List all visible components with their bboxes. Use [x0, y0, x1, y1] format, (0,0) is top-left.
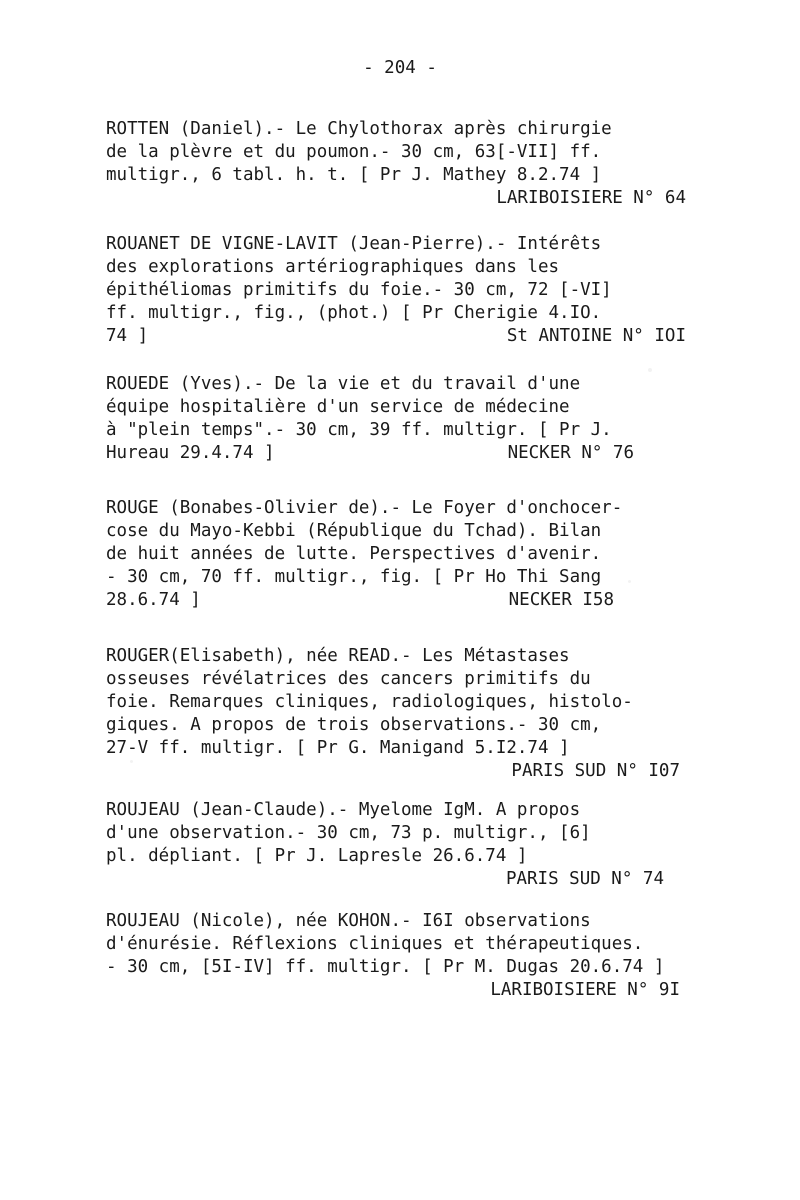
entry-line: ROUJEAU (Nicole), née KOHON.- I6I observations — [106, 911, 591, 931]
entry-line: Hureau 29.4.74 ] — [106, 443, 275, 463]
entry-line: - 30 cm, [5I-IV] ff. multigr. [ Pr M. Dugas 20.6.74 ] — [106, 957, 665, 977]
entry-line: d'une observation.- 30 cm, 73 p. multigr., [6] — [106, 823, 591, 843]
ink-speck — [628, 580, 631, 583]
entry-line: pl. dépliant. [ Pr J. Lapresle 26.6.74 ] — [106, 846, 528, 866]
entry-line: cose du Mayo-Kebbi (République du Tchad). Bilan — [106, 521, 602, 541]
entry-location: PARIS SUD N° 74 — [505, 869, 664, 889]
entry-location: NECKER N° 76 — [507, 443, 634, 463]
entry-line: ROUJEAU (Jean-Claude).- Myelome IgM. A propos — [106, 800, 581, 820]
entry-roujeau-nicole — [106, 910, 686, 1002]
entry-line: ROUEDE (Yves).- De la vie et du travail d'une — [106, 374, 581, 394]
entry-line: de la plèvre et du poumon.- 30 cm, 63[-VII] ff. — [106, 142, 602, 162]
entry-line: - 30 cm, 70 ff. multigr., fig. [ Pr Ho Thi Sang — [106, 567, 602, 587]
entry-rouger — [106, 645, 686, 783]
entry-rouanet — [106, 233, 686, 348]
entry-line: osseuses révélatrices des cancers primitifs du — [106, 669, 591, 689]
entry-rouede — [106, 373, 686, 465]
page-number: - 204 - — [363, 58, 437, 78]
entry-line: ROUGER(Elisabeth), née READ.- Les Métastases — [106, 646, 570, 666]
entry-line: 27-V ff. multigr. [ Pr G. Manigand 5.I2.74 ] — [106, 738, 570, 758]
entry-line: d'énurésie. Réflexions cliniques et thérapeutiques. — [106, 934, 644, 954]
ink-speck — [130, 760, 133, 763]
entry-line: giques. A propos de trois observations.- 30 cm, — [106, 715, 602, 735]
entry-location: NECKER I58 — [508, 590, 614, 610]
entry-line: des explorations artériographiques dans les — [106, 257, 560, 277]
entry-line: ROUGE (Bonabes-Olivier de).- Le Foyer d'onchocer- — [106, 498, 623, 518]
entry-rouge — [106, 497, 686, 612]
entry-line: équipe hospitalière d'un service de médecine — [106, 397, 570, 417]
entry-line: foie. Remarques cliniques, radiologiques, histolo- — [106, 692, 633, 712]
entry-line: 28.6.74 ] — [106, 590, 201, 610]
entry-location: LARIBOISIERE N° 64 — [496, 188, 686, 208]
entry-line: ff. multigr., fig., (phot.) [ Pr Cherigie 4.IO. — [106, 303, 602, 323]
entry-line: ROTTEN (Daniel).- Le Chylothorax après chirurgie — [106, 119, 612, 139]
entry-line: épithéliomas primitifs du foie.- 30 cm, 72 [-VI] — [106, 280, 612, 300]
entry-location: LARIBOISIERE N° 9I — [490, 980, 680, 1000]
entry-line: multigr., 6 tabl. h. t. [ Pr J. Mathey 8.2.74 ] — [106, 165, 602, 185]
ink-speck — [648, 368, 652, 372]
entry-line: de huit années de lutte. Perspectives d'avenir. — [106, 544, 602, 564]
entry-location: PARIS SUD N° I07 — [511, 761, 680, 781]
entry-location: St ANTOINE N° IOI — [506, 326, 686, 346]
entry-line: à "plein temps".- 30 cm, 39 ff. multigr. [ Pr J. — [106, 420, 612, 440]
entry-line: 74 ] — [106, 326, 149, 346]
entry-rotten — [106, 118, 686, 210]
entry-line: ROUANET DE VIGNE-LAVIT (Jean-Pierre).- Intérêts — [106, 234, 602, 254]
entry-roujeau-jean-claude — [106, 799, 686, 891]
